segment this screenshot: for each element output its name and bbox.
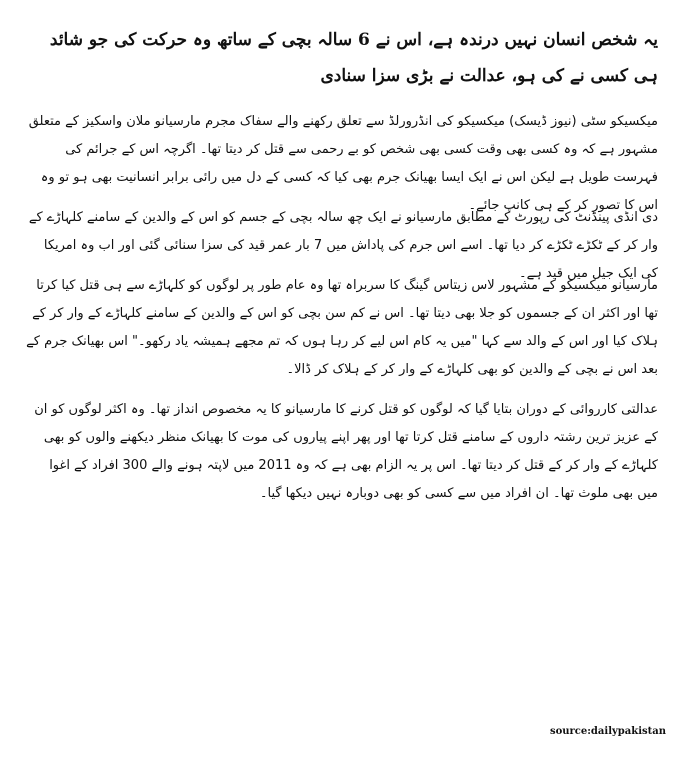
- article-headline: یہ شخص انسان نہیں درندہ ہے، اس نے 6 سالہ بچی کے ساتھ وہ حرکت کی جو شائد ہی کسی نے کی ہو، عدالت نے بڑی سزا سنادی: [49, 30, 658, 86]
- source-credit: source:dailypakistan: [549, 726, 666, 737]
- article-paragraph-3: مارسیانو میکسیکو کے مشہور لاس زیتاس گینگ کا سربراہ تھا وہ عام طور پر لوگوں کو کلہاڑے سے ہی قتل کیا کرتا تھا اور اکثر ان کے جسموں کو جلا بھی دیتا تھا۔ اس نے کم سن بچی کو اس کے والدین کے سامنے کلہاڑے کے وار کر کے ہلاک کیا اور اس کے والد سے کہا "میں یہ کام اس لیے کر رہا ہوں کہ تم مجھے ہمیشہ یاد رکھو۔" اس بھیانک جرم کے بعد اس نے بچی کے والدین کو بھی کلہاڑے کے وار کر کے ہلاک کر ڈالا۔: [26, 278, 658, 377]
- article-paragraph-1: میکسیکو سٹی (نیوز ڈیسک) میکسیکو کی انڈرورلڈ سے تعلق رکھنے والے سفاک مجرم مارسیانو ملان واسکیز کے متعلق مشہور ہے کہ وہ کسی بھی وقت کسی بھی شخص کو بے رحمی سے قتل کر دیتا تھا۔ اگرچہ اس کے جرائم کی فہرست طویل ہے لیکن اس نے ایک ایسا بھیانک جرم بھی کیا کہ کسی کے دل میں رائی برابر انسانیت بھی ہو تو وہ اس کا تصور کر کے ہی کانپ جائے۔: [28, 114, 658, 213]
- article-paragraph-4: عدالتی کارروائی کے دوران بتایا گیا کہ لوگوں کو قتل کرنے کا مارسیانو کا یہ مخصوص انداز تھا۔ وہ اکثر لوگوں کو ان کے عزیز ترین رشتہ داروں کے سامنے قتل کرتا تھا اور پھر اپنے پیاروں کی موت کا بھیانک منظر دیکھنے والوں کو بھی کلہاڑے کے وار کر کے قتل کر دیتا تھا۔ اس پر یہ الزام بھی ہے کہ وہ 2011 میں لاپتہ ہونے والے 300 افراد کے اغوا میں بھی ملوث تھا۔ ان افراد میں سے کسی کو بھی دوبارہ نہیں دیکھا گیا۔: [34, 402, 658, 501]
- article-paragraph-2: دی انڈی پینڈنٹ کی رپورٹ کے مطابق مارسیانو نے ایک چھ سالہ بچی کے جسم کو اس کے والدین کے سامنے کلہاڑے کے وار کر کے ٹکڑے ٹکڑے کر دیا تھا۔ اسے اس جرم کی پاداش میں 7 بار عمر قید کی سزا سنائی گئی اور اب وہ امریکا کی ایک جیل میں قید ہے۔: [28, 210, 658, 281]
